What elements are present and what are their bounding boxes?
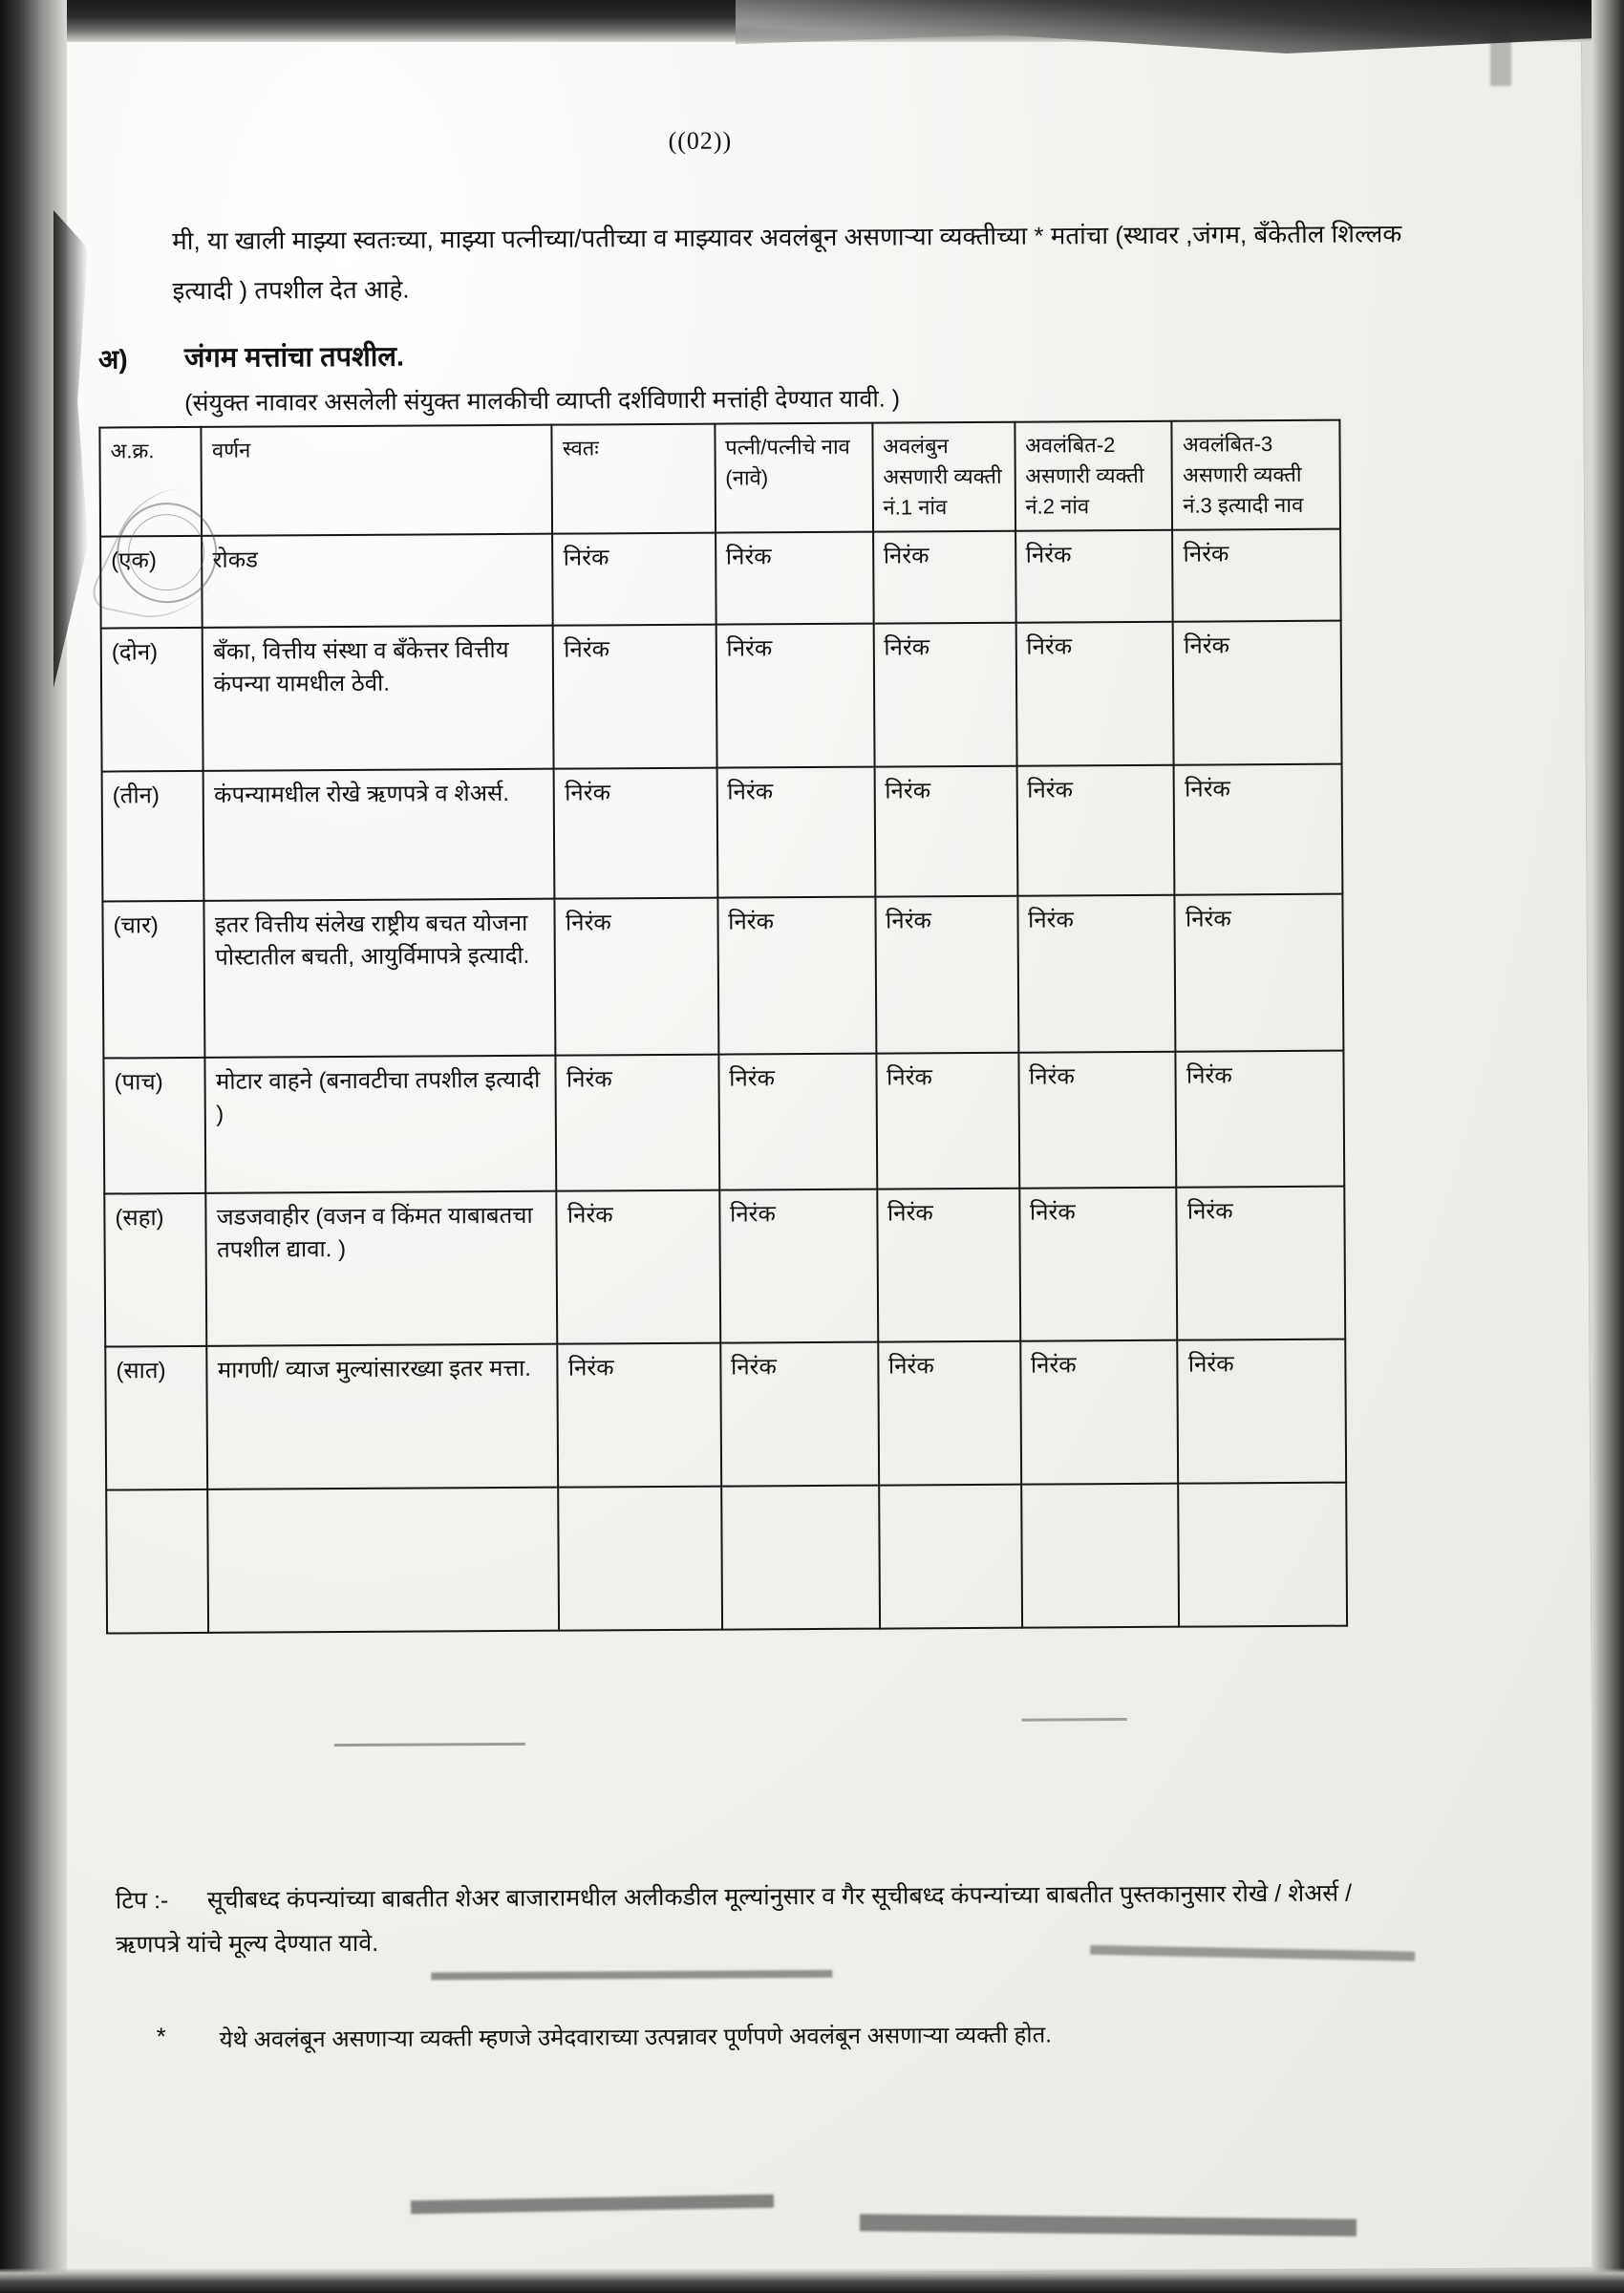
column-header-self: स्वतः	[552, 424, 716, 534]
column-header-spouse: पत्नी/पत्नीचे नाव (नावे)	[715, 423, 873, 533]
scan-smudge	[1490, 29, 1511, 86]
row-value-spouse: निरंक	[719, 1189, 878, 1343]
table-row	[102, 894, 1343, 1059]
section-marker: अ)	[97, 344, 128, 375]
office-stamp-icon	[107, 474, 232, 637]
row-serial: (पाच)	[103, 1058, 205, 1194]
row-description	[208, 1488, 560, 1633]
row-value-dependent-2: निरंक	[1015, 622, 1174, 766]
table-row	[104, 1187, 1345, 1347]
row-value-self: निरंक	[553, 625, 716, 769]
row-value-spouse: निरंक	[717, 897, 876, 1055]
row-value-dependent-3: निरंक	[1176, 1051, 1344, 1188]
row-value-spouse: निरंक	[716, 624, 874, 768]
row-value-dependent-1: निरंक	[877, 1189, 1020, 1342]
column-header-dependent-2: अवलंबित-2 असणारी व्यक्ती नं.2 नांव	[1015, 421, 1173, 531]
row-value-self: निरंक	[556, 1055, 719, 1191]
scan-artifact	[431, 1970, 832, 1981]
row-value-dependent-1: निरंक	[876, 1053, 1019, 1189]
row-value-spouse: निरंक	[720, 1342, 879, 1487]
row-value-self: निरंक	[554, 768, 717, 899]
row-value-dependent-1: निरंक	[873, 623, 1016, 767]
row-value-dependent-3	[1179, 1483, 1348, 1627]
table-header-row	[99, 420, 1340, 537]
table-row	[103, 1051, 1344, 1194]
footnote-text: येथे अवलंबून असणाऱ्या व्यक्ती म्हणजे उमेदवाराच्या उत्पन्नावर पूर्णपणे अवलंबून असणाऱ्या व्यक्ती होत.	[219, 2022, 1052, 2053]
row-value-dependent-3: निरंक	[1178, 1339, 1347, 1484]
scan-edge-bottom	[0, 2268, 1624, 2293]
table-row	[102, 764, 1343, 902]
row-serial: (सात)	[105, 1346, 207, 1490]
row-serial: (तीन)	[102, 771, 204, 902]
scan-edge-right	[1592, 0, 1624, 2293]
note-label: टिप :-	[115, 1887, 169, 1915]
page-number: ((02))	[668, 126, 733, 155]
scan-artifact	[1022, 1718, 1127, 1722]
row-description: बँका, वित्तीय संस्था व बँकेत्तर वित्तीय कंपन्या यामधील ठेवी.	[203, 626, 554, 771]
row-value-dependent-1: निरंक	[878, 1341, 1021, 1486]
column-header-dependent-3: अवलंबित-3 असणारी व्यक्ती नं.3 इत्यादी नाव	[1172, 420, 1340, 530]
scan-artifact	[334, 1743, 525, 1747]
row-value-self: निरंक	[558, 1343, 721, 1488]
intro-paragraph: मी, या खाली माझ्या स्वतःच्या, माझ्या पत्नीच्या/पतीच्या व माझ्यावर अवलंबून असणाऱ्या व्यक्तीच्या * मतांचा (स्थावर ,जंगम, बँकेतील शिल्लक इत्यादी ) तपशील देत आहे.	[172, 219, 1402, 306]
row-value-dependent-2: निरंक	[1019, 1188, 1178, 1341]
row-value-dependent-1	[879, 1485, 1022, 1629]
column-header-dependent-1: अवलंबुन असणारी व्यक्ती नं.1 नांव	[872, 422, 1015, 532]
row-value-dependent-2	[1021, 1484, 1180, 1628]
row-value-dependent-3: निरंक	[1173, 621, 1342, 765]
row-value-self: निरंक	[557, 1190, 720, 1344]
note-text: सूचीबध्द कंपन्यांच्या बाबतीत शेअर बाजारामधील अलीकडील मूल्यांनुसार व गैर सूचीबध्द कंपन्यांच्या बाबतीत पुस्तकानुसार रोखे / शेअर्स / ऋणपत्रे यांचे मूल्य देण्यात यावे.	[116, 1879, 1353, 1959]
movable-assets-table	[98, 419, 1348, 1635]
column-header-sr: अ.क्र.	[99, 427, 202, 537]
row-description: मोटार वाहने (बनावटीचा तपशील इत्यादी )	[205, 1056, 557, 1193]
row-description: मागणी/ व्याज मुल्यांसारख्या इतर मत्ता.	[207, 1344, 559, 1489]
section-subtitle: (संयुक्त नावावर असलेली संयुक्त मालकीची व्याप्ती दर्शविणारी मत्तांही देण्यात यावी. )	[184, 385, 901, 418]
table-row	[106, 1483, 1347, 1634]
row-value-dependent-2: निरंक	[1015, 530, 1173, 623]
row-value-spouse: निरंक	[716, 767, 875, 898]
row-serial: (दोन)	[101, 628, 203, 772]
row-value-dependent-1: निरंक	[873, 531, 1016, 624]
row-value-dependent-3: निरंक	[1174, 764, 1342, 895]
row-value-dependent-2: निरंक	[1020, 1340, 1179, 1485]
row-value-spouse: निरंक	[718, 1054, 877, 1190]
row-value-dependent-2: निरंक	[1017, 895, 1176, 1053]
row-value-spouse	[721, 1486, 880, 1630]
row-serial: (एक)	[100, 536, 203, 629]
row-value-spouse: निरंक	[716, 532, 873, 625]
column-header-description: वर्णन	[202, 425, 553, 536]
row-serial: (सहा)	[104, 1193, 206, 1347]
row-description: जडजवाहीर (वजन व किंमत याबाबतचा तपशील द्यावा. )	[206, 1191, 558, 1346]
row-serial	[106, 1489, 208, 1634]
row-description: इतर वित्तीय संलेख राष्ट्रीय बचत योजना पोस्टातील बचती, आयुर्विमापत्रे इत्यादी.	[204, 899, 556, 1058]
footnote-marker: *	[156, 2022, 166, 2051]
row-value-self: निरंक	[555, 898, 718, 1056]
row-serial: (चार)	[102, 901, 204, 1059]
row-value-dependent-2: निरंक	[1018, 1052, 1177, 1189]
row-value-self: निरंक	[553, 533, 716, 626]
table-row	[101, 621, 1342, 772]
row-description: रोकड	[202, 534, 553, 628]
document-content	[37, 16, 1594, 2277]
row-description: कंपन्यामधील रोखे ऋणपत्रे व शेअर्स.	[203, 769, 555, 901]
row-value-dependent-1: निरंक	[874, 766, 1017, 897]
table-row	[100, 529, 1341, 629]
paper-sheet	[37, 16, 1594, 2277]
row-value-dependent-3: निरंक	[1172, 529, 1340, 622]
row-value-dependent-3: निरंक	[1177, 1187, 1346, 1340]
row-value-dependent-1: निरंक	[875, 896, 1018, 1054]
table-row	[105, 1339, 1346, 1490]
row-value-dependent-2: निरंक	[1016, 765, 1175, 896]
row-value-self	[559, 1487, 722, 1631]
row-value-dependent-3: निरंक	[1175, 894, 1344, 1052]
section-title: जंगम मत्तांचा तपशील.	[183, 341, 405, 375]
